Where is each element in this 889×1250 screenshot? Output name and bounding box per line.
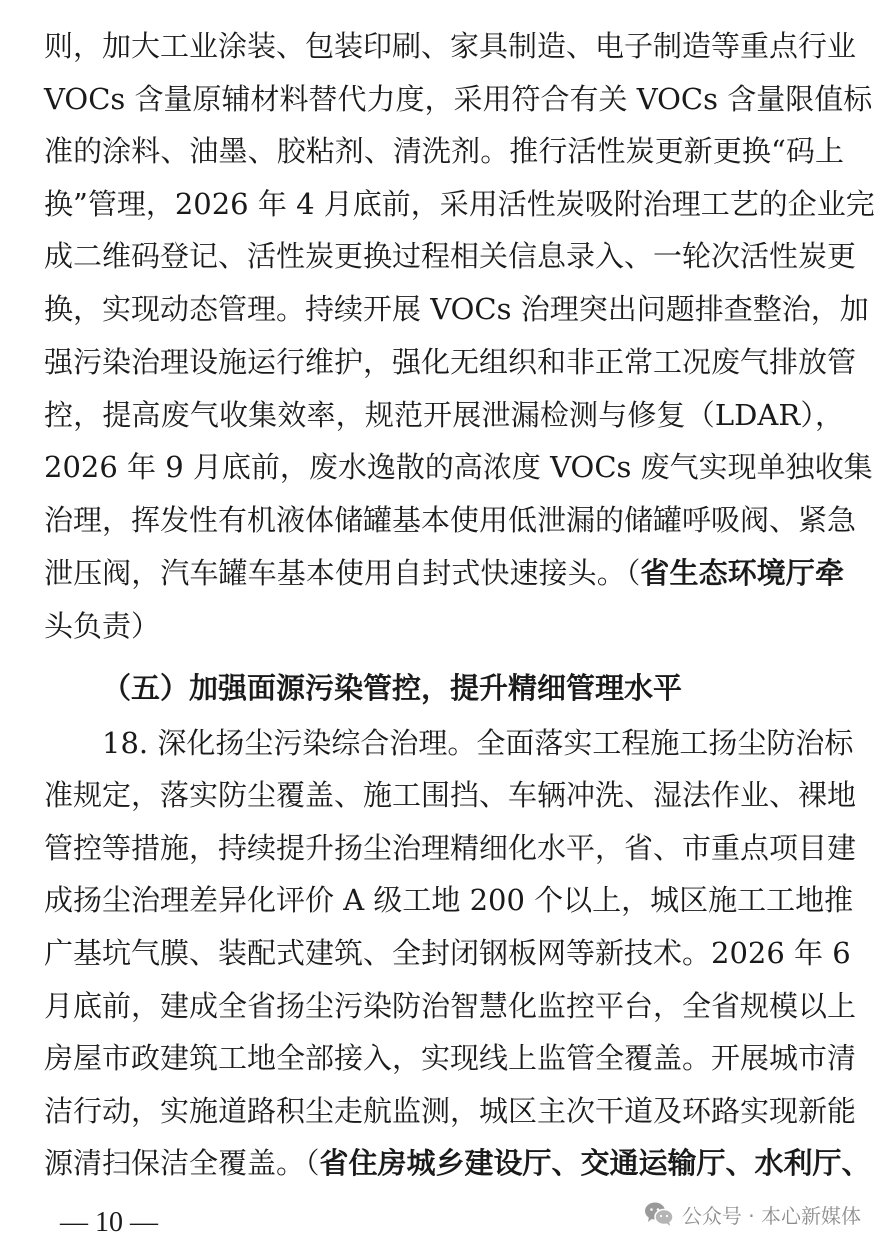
- paragraph-line: 广基坑气膜、装配式建筑、全封闭钢板网等新技术。2026 年 6: [44, 936, 851, 970]
- paragraph-line: 2026 年 9 月底前，废水逸散的高浓度 VOCs 废气实现单独收集: [44, 450, 873, 484]
- paragraph-line: 治理，挥发性有机液体储罐基本使用低泄漏的储罐呼吸阀、紧急: [44, 503, 857, 537]
- paragraph-line: 头负责）: [44, 609, 161, 643]
- paragraph-line: 则，加大工业涂装、包装印刷、家具制造、电子制造等重点行业: [44, 29, 857, 63]
- paragraph-line: 准规定，落实防尘覆盖、施工围挡、车辆冲洗、湿法作业、裸地: [44, 778, 857, 812]
- paragraph-text: 泄压阀，汽车罐车基本使用自封式快速接头。（: [44, 556, 641, 590]
- responsible-dept: 省住房城乡建设厅、交通运输厅、水利厅、: [319, 1146, 871, 1180]
- paragraph-line: 换，实现动态管理。持续开展 VOCs 治理突出问题排查整治，加: [44, 292, 869, 326]
- paragraph-line: [44, 547, 844, 599]
- section-heading: （五）加强面源污染管控，提升精细管理水平: [102, 671, 683, 705]
- paragraph-line: [44, 1137, 871, 1189]
- wechat-icon: [644, 1201, 674, 1227]
- paragraph-line: 控，提高废气收集效率，规范开展泄漏检测与修复（LDAR），: [44, 398, 844, 432]
- paragraph-line: 18. 深化扬尘污染综合治理。全面落实工程施工扬尘防治标: [102, 726, 854, 760]
- paragraph-line: VOCs 含量原辅材料替代力度，采用符合有关 VOCs 含量限值标: [44, 82, 873, 116]
- paragraph-line: 换”管理，2026 年 4 月底前，采用活性炭吸附治理工艺的企业完: [44, 187, 875, 221]
- responsible-dept: 省生态环境厅牵: [640, 556, 844, 590]
- paragraph-line: 月底前，建成全省扬尘污染防治智慧化监控平台，全省规模以上: [44, 989, 857, 1023]
- paragraph-line: 成扬尘治理差异化评价 A 级工地 200 个以上，城区施工工地推: [44, 883, 854, 917]
- watermark: [644, 1197, 861, 1231]
- paragraph-line: 准的涂料、油墨、胶粘剂、清洗剂。推行活性炭更新更换“码上: [44, 134, 844, 168]
- paragraph-line: 管控等措施，持续提升扬尘治理精细化水平，省、市重点项目建: [44, 831, 857, 865]
- watermark-text: 公众号 · 本心新媒体: [681, 1203, 861, 1228]
- page-number: — 10 —: [60, 1207, 158, 1238]
- paragraph-line: 房屋市政建筑工地全部接入，实现线上监管全覆盖。开展城市清: [44, 1041, 857, 1075]
- paragraph-text: 源清扫保洁全覆盖。（: [44, 1146, 320, 1180]
- paragraph-line: 成二维码登记、活性炭更换过程相关信息录入、一轮次活性炭更: [44, 239, 857, 273]
- paragraph-line: 洁行动，实施道路积尘走航监测，城区主次干道及环路实现新能: [44, 1094, 857, 1128]
- paragraph-line: 强污染治理设施运行维护，强化无组织和非正常工况废气排放管: [44, 345, 857, 379]
